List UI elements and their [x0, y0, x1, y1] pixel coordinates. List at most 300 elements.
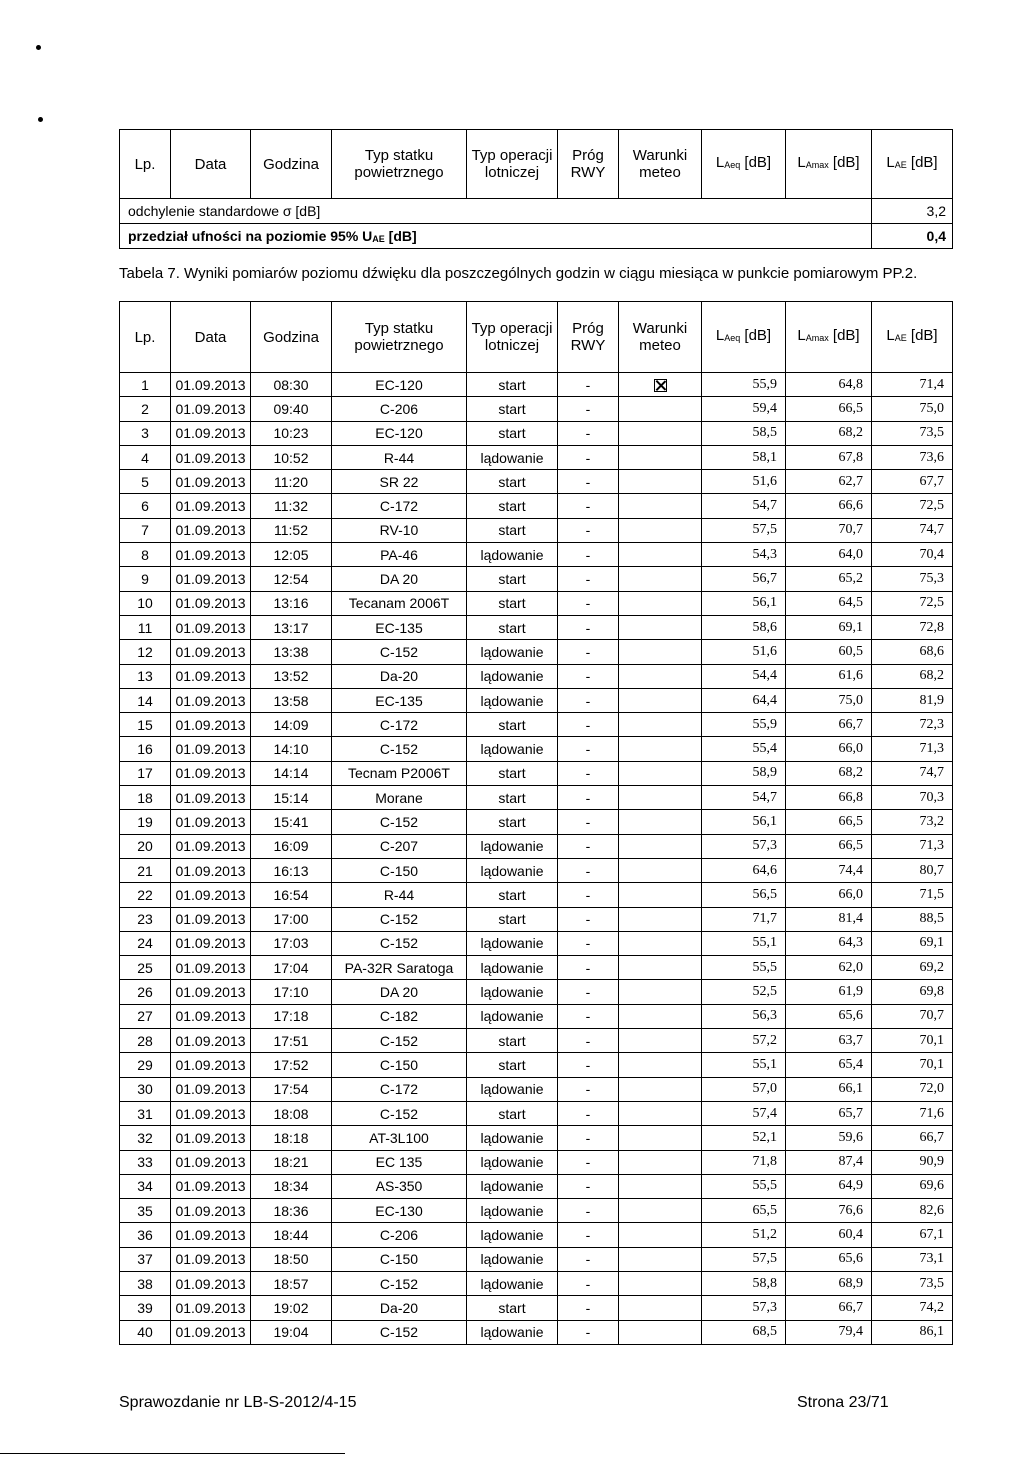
cell-lae: 73,5 [872, 421, 953, 445]
col-godzina: Godzina [251, 302, 332, 373]
col-data: Data [171, 302, 251, 373]
cell-data: 01.09.2013 [171, 1320, 251, 1344]
cell-godzina: 19:04 [251, 1320, 332, 1344]
cell-warunki [619, 956, 702, 980]
table-row [120, 664, 953, 688]
cell-typ-operacji: lądowanie [467, 1004, 558, 1028]
table-row [120, 640, 953, 664]
cell-typ-statku: RV-10 [332, 518, 467, 542]
cell-warunki [619, 713, 702, 737]
cell-laeq: 56,7 [702, 567, 786, 591]
cell-prog: - [558, 567, 619, 591]
cell-typ-statku: EC-135 [332, 615, 467, 639]
cell-godzina: 17:52 [251, 1053, 332, 1077]
cell-typ-statku: AS-350 [332, 1174, 467, 1198]
cell-lae: 86,1 [872, 1320, 953, 1344]
cell-lamax: 63,7 [786, 1029, 872, 1053]
cell-prog: - [558, 615, 619, 639]
cell-prog: - [558, 931, 619, 955]
cell-warunki [619, 470, 702, 494]
cell-warunki [619, 373, 702, 397]
cell-lae: 81,9 [872, 688, 953, 712]
cell-data: 01.09.2013 [171, 1077, 251, 1101]
cell-lp: 24 [120, 931, 171, 955]
cell-lp: 15 [120, 713, 171, 737]
cell-typ-statku: PA-46 [332, 543, 467, 567]
cell-prog: - [558, 1004, 619, 1028]
cell-lamax: 79,4 [786, 1320, 872, 1344]
cell-laeq: 65,5 [702, 1199, 786, 1223]
cell-prog: - [558, 907, 619, 931]
cell-laeq: 58,6 [702, 615, 786, 639]
cell-data: 01.09.2013 [171, 931, 251, 955]
cell-lae: 70,1 [872, 1029, 953, 1053]
table-caption: Tabela 7. Wyniki pomiarów poziomu dźwięku dla poszczególnych godzin w ciągu miesiąca w punkcie pomiarowym PP.2. [119, 265, 918, 282]
cell-lamax: 66,7 [786, 1296, 872, 1320]
col-lamax: LAmax [dB] [786, 302, 872, 373]
col-typ-statku: Typ statku powietrznego [332, 302, 467, 373]
cell-warunki [619, 615, 702, 639]
cell-godzina: 18:34 [251, 1174, 332, 1198]
cell-lae: 68,6 [872, 640, 953, 664]
cell-godzina: 13:58 [251, 688, 332, 712]
cell-laeq: 51,6 [702, 640, 786, 664]
cell-data: 01.09.2013 [171, 980, 251, 1004]
cell-lp: 2 [120, 397, 171, 421]
table-row [120, 470, 953, 494]
cell-data: 01.09.2013 [171, 858, 251, 882]
cell-laeq: 52,5 [702, 980, 786, 1004]
cell-lae: 74,2 [872, 1296, 953, 1320]
cell-typ-statku: C-152 [332, 1320, 467, 1344]
table-row [120, 518, 953, 542]
cell-data: 01.09.2013 [171, 1199, 251, 1223]
cell-data: 01.09.2013 [171, 1053, 251, 1077]
cell-warunki [619, 640, 702, 664]
cell-lamax: 76,6 [786, 1199, 872, 1223]
cell-prog: - [558, 834, 619, 858]
table-row [120, 931, 953, 955]
cell-warunki [619, 445, 702, 469]
cell-data: 01.09.2013 [171, 397, 251, 421]
cell-data: 01.09.2013 [171, 543, 251, 567]
cell-typ-statku: EC-120 [332, 421, 467, 445]
cell-lae: 74,7 [872, 518, 953, 542]
cell-data: 01.09.2013 [171, 1223, 251, 1247]
cell-lp: 38 [120, 1271, 171, 1295]
cell-godzina: 17:10 [251, 980, 332, 1004]
cell-typ-statku: R-44 [332, 445, 467, 469]
cell-warunki [619, 931, 702, 955]
table-row [120, 445, 953, 469]
cell-lae: 71,3 [872, 834, 953, 858]
cell-prog: - [558, 421, 619, 445]
cell-prog: - [558, 1126, 619, 1150]
cell-typ-operacji: lądowanie [467, 1126, 558, 1150]
cell-godzina: 12:05 [251, 543, 332, 567]
cell-godzina: 18:21 [251, 1150, 332, 1174]
cell-typ-statku: C-152 [332, 907, 467, 931]
cell-prog: - [558, 1271, 619, 1295]
cell-lp: 27 [120, 1004, 171, 1028]
table-row [120, 615, 953, 639]
cell-warunki [619, 1150, 702, 1174]
cell-prog: - [558, 1247, 619, 1271]
table-row [120, 907, 953, 931]
report-number: Sprawozdanie nr LB-S-2012/4-15 [119, 1394, 357, 1411]
cell-typ-operacji: lądowanie [467, 1077, 558, 1101]
cell-data: 01.09.2013 [171, 1271, 251, 1295]
cell-typ-operacji: lądowanie [467, 688, 558, 712]
cell-typ-statku: Tecanam 2006T [332, 591, 467, 615]
cell-godzina: 15:41 [251, 810, 332, 834]
cell-typ-operacji: lądowanie [467, 858, 558, 882]
table-row [120, 1271, 953, 1295]
table-row [120, 567, 953, 591]
cell-data: 01.09.2013 [171, 1029, 251, 1053]
cell-warunki [619, 761, 702, 785]
cell-typ-operacji: start [467, 907, 558, 931]
cell-lamax: 59,6 [786, 1126, 872, 1150]
cell-lae: 69,6 [872, 1174, 953, 1198]
col-lp: Lp. [120, 302, 171, 373]
margin-mark [36, 45, 41, 50]
cell-prog: - [558, 518, 619, 542]
cell-godzina: 18:36 [251, 1199, 332, 1223]
cell-laeq: 56,5 [702, 883, 786, 907]
cell-godzina: 18:44 [251, 1223, 332, 1247]
cell-prog: - [558, 1029, 619, 1053]
cell-lp: 16 [120, 737, 171, 761]
cell-lp: 20 [120, 834, 171, 858]
cell-data: 01.09.2013 [171, 1150, 251, 1174]
cell-warunki [619, 980, 702, 1004]
col-prog: Próg RWY [558, 302, 619, 373]
cell-typ-statku: C-172 [332, 1077, 467, 1101]
cell-data: 01.09.2013 [171, 1126, 251, 1150]
confidence-label: przedział ufności na poziomie 95% UAE [dB] [120, 224, 872, 249]
cell-typ-statku: Da-20 [332, 1296, 467, 1320]
cell-warunki [619, 1174, 702, 1198]
cell-lp: 22 [120, 883, 171, 907]
cell-lp: 19 [120, 810, 171, 834]
cell-lp: 34 [120, 1174, 171, 1198]
table-row [120, 688, 953, 712]
cell-lamax: 66,5 [786, 397, 872, 421]
cell-lae: 74,7 [872, 761, 953, 785]
cell-warunki [619, 1199, 702, 1223]
table-row [120, 373, 953, 397]
cell-data: 01.09.2013 [171, 518, 251, 542]
cell-godzina: 11:52 [251, 518, 332, 542]
table-row [120, 1320, 953, 1344]
cell-warunki [619, 907, 702, 931]
cell-lp: 3 [120, 421, 171, 445]
cell-lae: 73,6 [872, 445, 953, 469]
cell-lae: 70,1 [872, 1053, 953, 1077]
cell-prog: - [558, 883, 619, 907]
cell-laeq: 56,1 [702, 810, 786, 834]
cell-godzina: 18:57 [251, 1271, 332, 1295]
cell-godzina: 10:52 [251, 445, 332, 469]
cell-godzina: 14:14 [251, 761, 332, 785]
cell-warunki [619, 1126, 702, 1150]
cell-lamax: 68,9 [786, 1271, 872, 1295]
cell-lamax: 61,9 [786, 980, 872, 1004]
table-row [120, 1101, 953, 1125]
cell-typ-statku: C-207 [332, 834, 467, 858]
cell-typ-operacji: lądowanie [467, 1199, 558, 1223]
cell-typ-statku: C-206 [332, 1223, 467, 1247]
cell-lamax: 65,6 [786, 1247, 872, 1271]
cell-typ-operacji: lądowanie [467, 640, 558, 664]
cell-data: 01.09.2013 [171, 761, 251, 785]
cell-prog: - [558, 810, 619, 834]
table-row [120, 1077, 953, 1101]
cell-lae: 72,5 [872, 494, 953, 518]
cell-warunki [619, 421, 702, 445]
cell-typ-operacji: start [467, 1101, 558, 1125]
table-row [120, 1247, 953, 1271]
cell-typ-statku: C-152 [332, 1271, 467, 1295]
cell-data: 01.09.2013 [171, 907, 251, 931]
cell-data: 01.09.2013 [171, 713, 251, 737]
cell-godzina: 17:54 [251, 1077, 332, 1101]
cell-prog: - [558, 664, 619, 688]
cell-typ-operacji: lądowanie [467, 956, 558, 980]
cell-data: 01.09.2013 [171, 786, 251, 810]
cell-data: 01.09.2013 [171, 688, 251, 712]
cell-typ-statku: DA 20 [332, 980, 467, 1004]
confidence-value: 0,4 [872, 224, 953, 249]
cell-warunki [619, 397, 702, 421]
cell-data: 01.09.2013 [171, 1174, 251, 1198]
cell-lamax: 87,4 [786, 1150, 872, 1174]
cell-warunki [619, 1101, 702, 1125]
cell-lamax: 70,7 [786, 518, 872, 542]
cell-lamax: 62,0 [786, 956, 872, 980]
cell-typ-operacji: start [467, 883, 558, 907]
checked-box-icon [654, 379, 667, 392]
table-row [120, 1004, 953, 1028]
cell-godzina: 17:18 [251, 1004, 332, 1028]
table-row [120, 1296, 953, 1320]
cell-lp: 17 [120, 761, 171, 785]
cell-lae: 80,7 [872, 858, 953, 882]
cell-laeq: 57,5 [702, 518, 786, 542]
cell-godzina: 17:04 [251, 956, 332, 980]
cell-lamax: 69,1 [786, 615, 872, 639]
cell-typ-operacji: start [467, 810, 558, 834]
cell-lamax: 65,2 [786, 567, 872, 591]
cell-lp: 8 [120, 543, 171, 567]
cell-data: 01.09.2013 [171, 421, 251, 445]
cell-lamax: 64,9 [786, 1174, 872, 1198]
cell-typ-operacji: lądowanie [467, 1174, 558, 1198]
cell-warunki [619, 786, 702, 810]
cell-godzina: 16:54 [251, 883, 332, 907]
cell-godzina: 17:00 [251, 907, 332, 931]
cell-prog: - [558, 786, 619, 810]
cell-data: 01.09.2013 [171, 1296, 251, 1320]
cell-typ-statku: C-150 [332, 1247, 467, 1271]
cell-data: 01.09.2013 [171, 664, 251, 688]
col-lamax: LAmax [dB] [786, 130, 872, 199]
cell-typ-statku: R-44 [332, 883, 467, 907]
cell-data: 01.09.2013 [171, 834, 251, 858]
cell-godzina: 16:13 [251, 858, 332, 882]
cell-typ-operacji: lądowanie [467, 1150, 558, 1174]
cell-lamax: 62,7 [786, 470, 872, 494]
cell-godzina: 12:54 [251, 567, 332, 591]
cell-typ-operacji: lądowanie [467, 1223, 558, 1247]
cell-lae: 66,7 [872, 1126, 953, 1150]
cell-lae: 72,3 [872, 713, 953, 737]
cell-prog: - [558, 1296, 619, 1320]
cell-laeq: 55,5 [702, 956, 786, 980]
cell-typ-operacji: start [467, 397, 558, 421]
cell-godzina: 11:32 [251, 494, 332, 518]
confidence-row [120, 224, 953, 249]
cell-lamax: 75,0 [786, 688, 872, 712]
summary-header-row [120, 130, 953, 199]
cell-lamax: 66,5 [786, 810, 872, 834]
cell-warunki [619, 591, 702, 615]
cell-prog: - [558, 1320, 619, 1344]
cell-lae: 71,3 [872, 737, 953, 761]
table-row [120, 1174, 953, 1198]
cell-lp: 10 [120, 591, 171, 615]
table-row [120, 1053, 953, 1077]
cell-warunki [619, 518, 702, 542]
cell-data: 01.09.2013 [171, 373, 251, 397]
cell-laeq: 55,9 [702, 373, 786, 397]
table-row [120, 786, 953, 810]
cell-godzina: 14:10 [251, 737, 332, 761]
cell-laeq: 71,8 [702, 1150, 786, 1174]
cell-typ-operacji: start [467, 1296, 558, 1320]
cell-lp: 9 [120, 567, 171, 591]
cell-lamax: 67,8 [786, 445, 872, 469]
cell-godzina: 13:17 [251, 615, 332, 639]
cell-lamax: 61,6 [786, 664, 872, 688]
table-row [120, 1223, 953, 1247]
col-typ-operacji: Typ operacji lotniczej [467, 130, 558, 199]
cell-lp: 13 [120, 664, 171, 688]
cell-typ-statku: Tecnam P2006T [332, 761, 467, 785]
cell-lamax: 66,6 [786, 494, 872, 518]
cell-lp: 4 [120, 445, 171, 469]
cell-lp: 11 [120, 615, 171, 639]
table-row [120, 543, 953, 567]
cell-warunki [619, 688, 702, 712]
cell-data: 01.09.2013 [171, 1247, 251, 1271]
cell-laeq: 54,3 [702, 543, 786, 567]
cell-prog: - [558, 737, 619, 761]
cell-warunki [619, 543, 702, 567]
cell-godzina: 17:03 [251, 931, 332, 955]
cell-godzina: 10:23 [251, 421, 332, 445]
cell-prog: - [558, 1077, 619, 1101]
cell-lamax: 74,4 [786, 858, 872, 882]
cell-lamax: 81,4 [786, 907, 872, 931]
cell-typ-operacji: lądowanie [467, 980, 558, 1004]
cell-lae: 69,8 [872, 980, 953, 1004]
cell-laeq: 64,4 [702, 688, 786, 712]
cell-lamax: 66,0 [786, 883, 872, 907]
cell-laeq: 56,1 [702, 591, 786, 615]
cell-warunki [619, 883, 702, 907]
table-row [120, 494, 953, 518]
table-row [120, 858, 953, 882]
cell-prog: - [558, 494, 619, 518]
cell-godzina: 17:51 [251, 1029, 332, 1053]
cell-lp: 18 [120, 786, 171, 810]
cell-lae: 70,4 [872, 543, 953, 567]
col-laeq: LAeq [dB] [702, 302, 786, 373]
col-laeq: LAeq [dB] [702, 130, 786, 199]
cell-warunki [619, 664, 702, 688]
cell-laeq: 58,8 [702, 1271, 786, 1295]
cell-lp: 35 [120, 1199, 171, 1223]
cell-lamax: 66,7 [786, 713, 872, 737]
cell-laeq: 55,1 [702, 1053, 786, 1077]
cell-lae: 70,3 [872, 786, 953, 810]
cell-data: 01.09.2013 [171, 1004, 251, 1028]
cell-warunki [619, 834, 702, 858]
cell-data: 01.09.2013 [171, 640, 251, 664]
cell-laeq: 58,1 [702, 445, 786, 469]
cell-lp: 6 [120, 494, 171, 518]
cell-laeq: 55,4 [702, 737, 786, 761]
cell-typ-statku: PA-32R Saratoga [332, 956, 467, 980]
cell-typ-operacji: start [467, 494, 558, 518]
col-lp: Lp. [120, 130, 171, 199]
cell-data: 01.09.2013 [171, 737, 251, 761]
cell-laeq: 56,3 [702, 1004, 786, 1028]
cell-typ-statku: Morane [332, 786, 467, 810]
cell-typ-operacji: start [467, 591, 558, 615]
cell-lae: 71,5 [872, 883, 953, 907]
cell-typ-statku: EC-130 [332, 1199, 467, 1223]
cell-godzina: 13:38 [251, 640, 332, 664]
table-row [120, 737, 953, 761]
cell-lp: 39 [120, 1296, 171, 1320]
cell-lae: 73,1 [872, 1247, 953, 1271]
cell-lamax: 66,8 [786, 786, 872, 810]
table-row [120, 761, 953, 785]
table-row [120, 1150, 953, 1174]
cell-typ-statku: EC 135 [332, 1150, 467, 1174]
cell-data: 01.09.2013 [171, 810, 251, 834]
cell-typ-operacji: start [467, 1053, 558, 1077]
cell-godzina: 16:09 [251, 834, 332, 858]
cell-typ-statku: C-206 [332, 397, 467, 421]
cell-typ-operacji: lądowanie [467, 931, 558, 955]
cell-laeq: 57,0 [702, 1077, 786, 1101]
cell-laeq: 51,2 [702, 1223, 786, 1247]
table-body [120, 373, 953, 1345]
std-dev-label: odchylenie standardowe σ [dB] [120, 199, 872, 224]
table-row [120, 713, 953, 737]
cell-godzina: 19:02 [251, 1296, 332, 1320]
col-warunki: Warunki meteo [619, 302, 702, 373]
cell-lae: 70,7 [872, 1004, 953, 1028]
cell-godzina: 11:20 [251, 470, 332, 494]
cell-data: 01.09.2013 [171, 591, 251, 615]
cell-prog: - [558, 858, 619, 882]
cell-lae: 73,5 [872, 1271, 953, 1295]
